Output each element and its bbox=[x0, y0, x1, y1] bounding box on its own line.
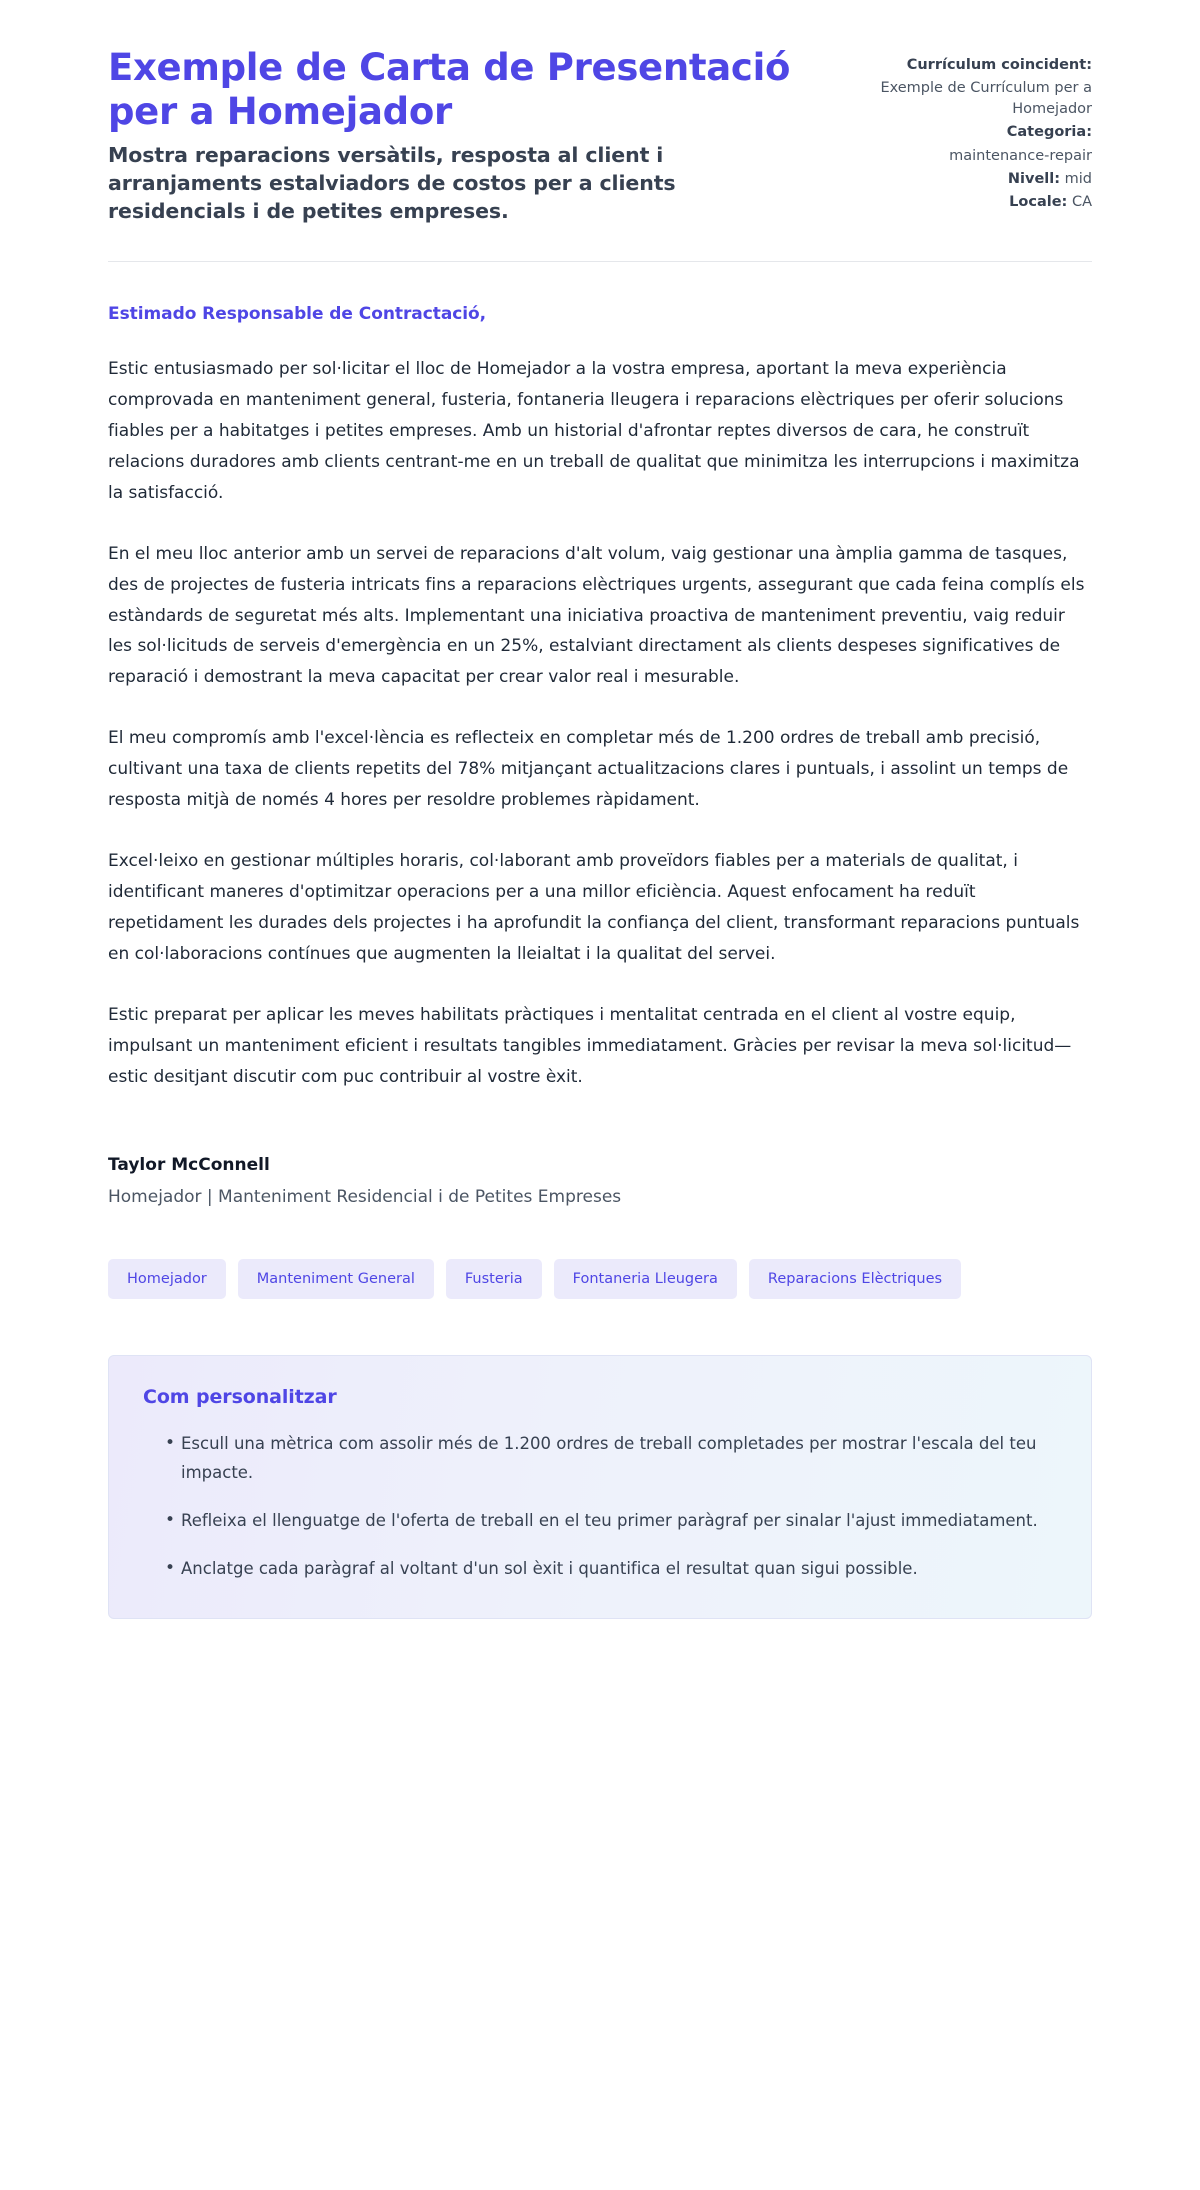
tag-chip[interactable]: Homejador bbox=[108, 1259, 226, 1300]
callout-tip-item: • Refleixa el llenguatge de l'oferta de treball en el teu primer paràgraf per sinalar l'ajust immediatament. bbox=[165, 1507, 1057, 1535]
meta-level bbox=[854, 169, 1092, 190]
letter-paragraph: Estic entusiasmado per sol·licitar el lloc de Homejador a la vostra empresa, aportant la meva experiència comprovada en manteniment general, fusteria, fontaneria lleugera i reparacions elèctriques per oferir solucions fiables per a habitatges i petites empreses. Amb un historial d'afrontar reptes diversos de cara, he construït relacions duradores amb clients centrant-me en un treball de qualitat que minimitza les interrupcions i maximitza la satisfacció. bbox=[108, 358, 1080, 503]
meta-matching-resume bbox=[854, 55, 1092, 76]
meta-locale bbox=[854, 192, 1092, 213]
meta-category-value: maintenance-repair bbox=[949, 147, 1092, 164]
meta-category-label: Categoria: bbox=[1006, 124, 1092, 141]
callout-title: Com personalitzar bbox=[143, 1386, 337, 1409]
page-subtitle: Mostra reparacions versàtils, resposta al client i arranjaments estalviadors de costos per a clients residencials i de petites empreses. bbox=[108, 143, 676, 224]
document-metadata bbox=[854, 46, 1092, 215]
tag-chip[interactable]: Reparacions Elèctriques bbox=[749, 1259, 961, 1300]
callout-tip-item: • Anclatge cada paràgraf al voltant d'un sol èxit i quantifica el resultat quan sigui possible. bbox=[165, 1555, 1057, 1583]
callout-tip-list bbox=[143, 1430, 1057, 1584]
tag-chip[interactable]: Manteniment General bbox=[238, 1259, 434, 1300]
header-text-block bbox=[108, 46, 814, 226]
tag-chip[interactable]: Fusteria bbox=[446, 1259, 542, 1300]
meta-category bbox=[854, 122, 1092, 143]
meta-locale-value: CA bbox=[1071, 193, 1092, 210]
page-header bbox=[108, 46, 1092, 226]
meta-matching-resume-label: Currículum coincident: bbox=[906, 57, 1092, 73]
page-title: Exemple de Carta de Presentació per a Homejador bbox=[108, 46, 791, 133]
tag-list bbox=[108, 1207, 1092, 1300]
meta-category-value-row bbox=[854, 146, 1092, 167]
letter-paragraph: El meu compromís amb l'excel·lència es reflecteix en completar més de 1.200 ordres de treball amb precisió, cultivant una taxa de clients repetits del 78% mitjançant actualitzacions clares i puntuals, i assolint un temps de resposta mitjà de només 4 hores per resoldre problemes ràpidament. bbox=[108, 728, 1069, 811]
signature-name: Taylor McConnell bbox=[108, 1154, 270, 1175]
letter-paragraph: Excel·leixo en gestionar múltiples horaris, col·laborant amb proveïdors fiables per a materials de qualitat, i identificant maneres d'optimitzar operacions per a una millor eficiència. Aquest enfocament ha reduït repetidament les durades dels projectes i ha aprofundit la confiança del client, transformant reparacions puntuals en col·laboracions contínues que augmenten la lleialtat i la qualitat del servei. bbox=[108, 851, 1080, 964]
meta-level-label: Nivell: bbox=[1007, 170, 1061, 187]
meta-level-value: mid bbox=[1064, 170, 1092, 187]
tag-chip[interactable]: Fontaneria Lleugera bbox=[554, 1259, 737, 1300]
letter-salutation: Estimado Responsable de Contractació, bbox=[108, 303, 487, 324]
letter-paragraph: En el meu lloc anterior amb un servei de reparacions d'alt volum, vaig gestionar una àmplia gamma de tasques, des de projectes de fusteria intricats fins a reparacions elèctriques urgents, assegurant que cada feina complís els estàndards de seguretat més alts. Implementant una iniciativa proactiva de manteniment preventiu, vaig reduir les sol·licituds de serveis d'emergència en un 25%, estalviant directament als clients despeses significatives de reparació i demostrant la meva capacitat per crear valor real i mesurable. bbox=[108, 543, 1085, 688]
cover-letter-body bbox=[108, 262, 1092, 1093]
signature-block bbox=[108, 1123, 1092, 1207]
signature-role: Homejador | Manteniment Residencial i de Petites Empreses bbox=[108, 1186, 622, 1207]
meta-locale-label: Locale: bbox=[1009, 193, 1068, 210]
letter-paragraph: Estic preparat per aplicar les meves habilitats pràctiques i mentalitat centrada en el client al vostre equip, impulsant un manteniment eficient i resultats tangibles immediatament. Gràcies per revisar la meva sol·licitud—estic desitjant discutir com puc contribuir al vostre èxit. bbox=[108, 1004, 1072, 1087]
callout-tip-item: • Escull una mètrica com assolir més de 1.200 ordres de treball completades per mostrar l'escala del teu impacte. bbox=[165, 1430, 1057, 1487]
meta-matching-resume-value-row bbox=[854, 78, 1092, 120]
customization-callout bbox=[108, 1355, 1092, 1619]
meta-matching-resume-value[interactable]: Exemple de Currículum per a Homejador bbox=[880, 80, 1092, 118]
